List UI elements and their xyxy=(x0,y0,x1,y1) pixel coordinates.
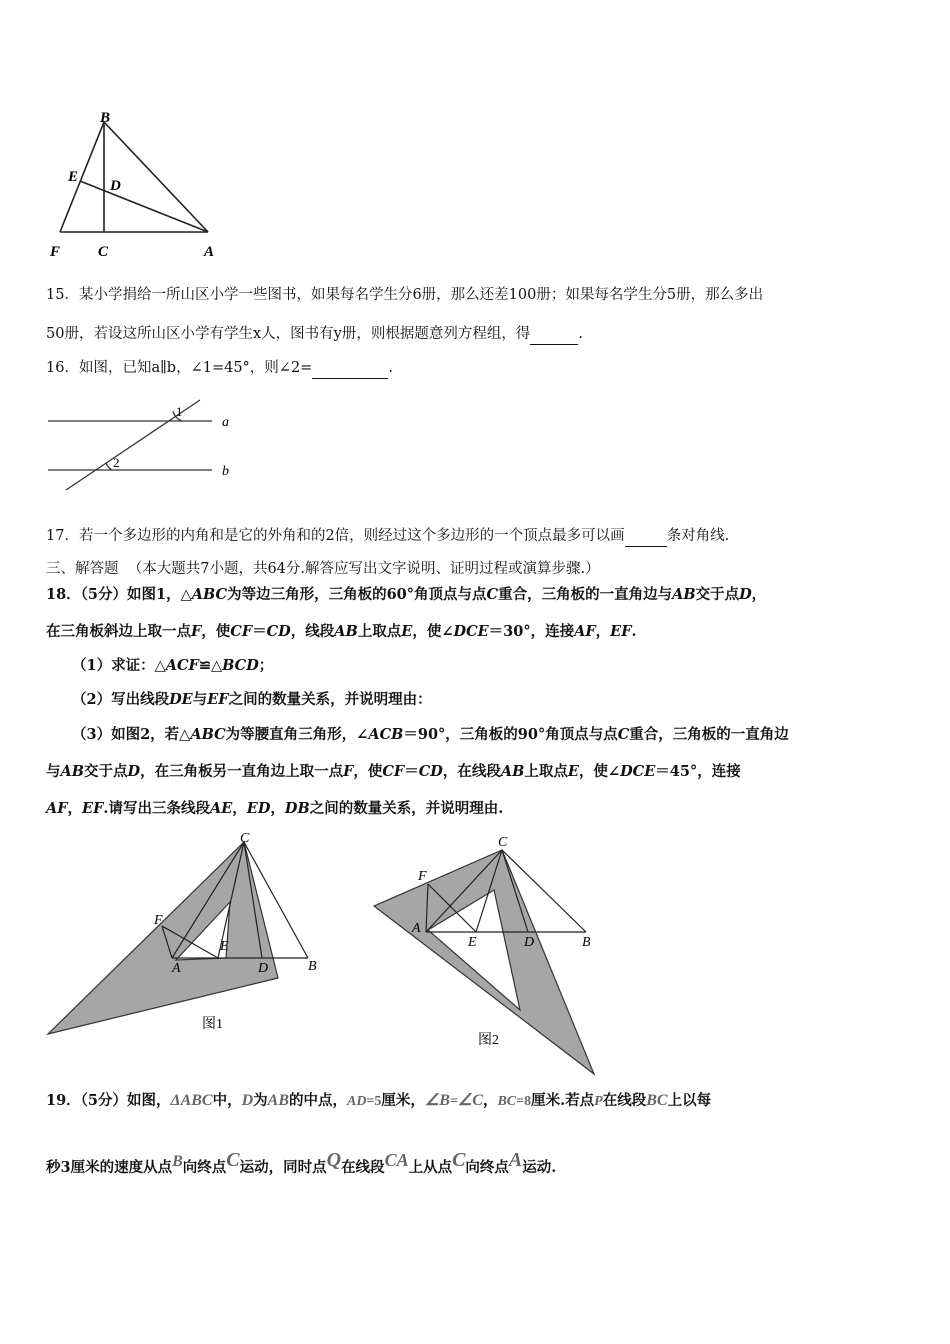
q18-text: ，在三角板另一直角边上取一点 xyxy=(140,763,344,780)
q18-text: ≌△ xyxy=(198,657,223,674)
q15-answer-blank[interactable] xyxy=(530,324,578,345)
q18-text: ， xyxy=(751,586,767,603)
q18-var: AB xyxy=(60,763,85,780)
q18-var: EF xyxy=(610,623,632,640)
q19-text: 运动. xyxy=(522,1159,557,1176)
q18-text: 交于点 xyxy=(695,586,740,603)
q18-var: E xyxy=(567,763,579,780)
q18-text: 为等边三角形，三角板的60°角顶点与点 xyxy=(227,586,487,603)
q18-var: F xyxy=(191,623,202,640)
q19-math: C xyxy=(452,1149,466,1171)
q18-text: ＝90°，三角板的90°角顶点与点 xyxy=(403,726,618,743)
q18-var: EF xyxy=(207,691,229,708)
q19-math: ΔABC xyxy=(170,1092,213,1109)
q18-var: EF xyxy=(82,800,104,817)
q18-var: C xyxy=(617,726,630,743)
q19-text: 在线段 xyxy=(341,1159,385,1176)
q16-answer-blank[interactable] xyxy=(312,358,388,379)
q18-var: AF xyxy=(574,623,596,640)
q19-text: 秒3厘米的速度从点 xyxy=(46,1159,173,1176)
q19-math: Q xyxy=(326,1149,342,1171)
q19-math: BC xyxy=(497,1094,517,1109)
q19-text: 的中点， xyxy=(288,1092,347,1109)
label-E: E xyxy=(68,169,79,185)
q18-var: CD xyxy=(266,623,291,640)
q19-text: ， xyxy=(482,1092,498,1109)
q19-text: 厘米.若点 xyxy=(531,1092,595,1109)
angle-2-label: 2 xyxy=(113,455,120,470)
q19-math: =5 xyxy=(366,1094,382,1109)
q17-line xyxy=(46,526,729,547)
q19-line2 xyxy=(46,1150,556,1178)
q18-text: ， xyxy=(595,623,611,640)
figure-1-equilateral xyxy=(40,830,350,1060)
fig2-label-D: D xyxy=(524,935,535,950)
q18-line1 xyxy=(46,585,766,605)
line-b-label: b xyxy=(222,464,229,479)
fig1-label-F: F xyxy=(154,913,163,928)
q19-math: = xyxy=(449,1094,458,1109)
q15-line1: 15．某小学捐给一所山区小学一些图书，如果每名学生分6册，那么还差100册；如果每名学生分5册，那么多出 xyxy=(46,287,764,303)
q19-math: AB xyxy=(267,1092,289,1109)
q18-var: ABC xyxy=(191,586,228,603)
q18-text: ， xyxy=(232,800,247,817)
q18-text: ，在线段 xyxy=(442,763,501,780)
q15-line2 xyxy=(46,324,583,345)
fig1-label-C: C xyxy=(240,831,250,846)
q16-text: 16．如图，已知a∥b，∠1=45°，则∠2= xyxy=(46,360,313,376)
q18-part1 xyxy=(72,656,273,676)
fig2-label-A: A xyxy=(412,921,421,936)
q18-var: DCE xyxy=(453,623,489,640)
q19-text: 向终点 xyxy=(182,1159,227,1176)
q18-var: ED xyxy=(246,800,271,817)
q17-answer-blank[interactable] xyxy=(625,526,667,547)
q19-text: 19．（5分）如图， xyxy=(46,1092,171,1109)
q18-var: ACB xyxy=(368,726,404,743)
line-a-label: a xyxy=(222,415,229,430)
q16-line xyxy=(46,358,393,379)
q18-line2 xyxy=(46,622,637,642)
q18-text: 之间的数量关系，并说明理由. xyxy=(309,800,504,817)
q19-math: AD xyxy=(346,1094,367,1109)
q18-var: AB xyxy=(334,623,358,640)
q18-var: DCE xyxy=(620,763,656,780)
q19-math: ∠B xyxy=(424,1092,450,1109)
q15-line2-text: 50册，若设这所山区小学有学生x人，图书有y册，则根据题意列方程组，得 xyxy=(46,326,531,342)
fig1-label-D: D xyxy=(258,961,269,976)
q18-text: ＝ xyxy=(252,623,267,640)
fig2-label-B: B xyxy=(582,935,591,950)
figure-parallel-lines-q16 xyxy=(40,395,250,500)
fig1-caption: 图1 xyxy=(202,1017,223,1032)
figure-triangle-q14 xyxy=(40,108,230,268)
q18-var: AF xyxy=(46,800,68,817)
q18-text: ＝30°，连接 xyxy=(488,623,575,640)
q18-text: 与 xyxy=(46,763,61,780)
q18-var: AB xyxy=(500,763,525,780)
q18-text: （3）如图2，若△ xyxy=(72,726,191,743)
q18-part2 xyxy=(72,690,432,710)
q18-text: 在三角板斜边上取一点 xyxy=(46,623,191,640)
q19-math: D xyxy=(241,1092,254,1109)
q19-math: C xyxy=(226,1149,240,1171)
q19-math: ∠C xyxy=(457,1092,483,1109)
fig2-label-F: F xyxy=(418,869,427,884)
q18-var: D xyxy=(127,763,141,780)
q17-end: 条对角线. xyxy=(666,528,730,544)
q16-end: . xyxy=(388,360,393,376)
section-3-note: （本大题共7小题，共64分.解答应写出文字说明、证明过程或演算步骤.） xyxy=(127,561,600,577)
fig2-caption: 图2 xyxy=(478,1033,499,1048)
fig1-label-B: B xyxy=(308,959,317,974)
q18-var: CD xyxy=(418,763,443,780)
q18-part3-line2 xyxy=(46,762,741,782)
q18-text: （2）写出线段 xyxy=(72,691,170,708)
q18-var: AE xyxy=(209,800,233,817)
q19-text: 在线段 xyxy=(602,1092,647,1109)
fig2-label-C: C xyxy=(498,835,508,850)
q19-text: 为 xyxy=(253,1092,268,1109)
q18-text: ； xyxy=(258,657,274,674)
angle-1-label: 1 xyxy=(176,404,183,419)
q19-text: 中， xyxy=(212,1092,242,1109)
q18-var: BCD xyxy=(222,657,259,674)
q19-math: P xyxy=(594,1094,603,1109)
q19-math: A xyxy=(508,1149,523,1171)
q18-text: ，使 xyxy=(353,763,383,780)
label-B: B xyxy=(100,110,111,126)
q18-var: AB xyxy=(672,586,696,603)
q18-var: F xyxy=(343,763,354,780)
q18-var: DB xyxy=(284,800,310,817)
q18-var: ACF xyxy=(165,657,199,674)
q19-text: 运动，同时点 xyxy=(239,1159,327,1176)
section-3-title: 三、解答题 xyxy=(46,561,119,577)
q18-text: ，使 xyxy=(201,623,231,640)
q18-text: ， xyxy=(270,800,285,817)
q18-text: 重合，三角板的一直角边 xyxy=(629,726,789,743)
q19-text: 厘米， xyxy=(381,1092,425,1109)
q19-math: CA xyxy=(384,1150,409,1170)
q19-text: 上以每 xyxy=(667,1092,712,1109)
q18-text: ，使∠ xyxy=(412,623,454,640)
label-C: C xyxy=(98,244,109,260)
q18-text: ＝45°，连接 xyxy=(655,763,741,780)
q18-text: 为等腰直角三角形，∠ xyxy=(225,726,369,743)
q19-text: 向终点 xyxy=(465,1159,509,1176)
q18-text: 交于点 xyxy=(84,763,128,780)
q18-text: （1）求证：△ xyxy=(72,657,166,674)
q18-var: CF xyxy=(230,623,253,640)
q18-text: ＝ xyxy=(404,763,419,780)
label-A: A xyxy=(204,244,215,260)
q18-text: 之间的数量关系，并说明理由： xyxy=(228,691,432,708)
q18-text: 18．（5分）如图1，△ xyxy=(46,586,192,603)
q17-text: 17．若一个多边形的内角和是它的外角和的2倍，则经过这个多边形的一个顶点最多可以画 xyxy=(46,528,625,544)
q18-text: ，线段 xyxy=(290,623,335,640)
q18-part3-line3 xyxy=(46,799,503,819)
q18-text: ， xyxy=(67,800,83,817)
q18-text: .请写出三条线段 xyxy=(103,800,210,817)
q18-text: ，使∠ xyxy=(578,763,621,780)
q18-text: 上取点 xyxy=(357,623,402,640)
fig1-label-E: E xyxy=(220,939,229,954)
label-D: D xyxy=(110,178,121,194)
fig1-label-A: A xyxy=(172,961,181,976)
q18-var: CF xyxy=(382,763,405,780)
q18-text: 重合，三角板的一直角边与 xyxy=(498,586,673,603)
q19-line1 xyxy=(46,1091,711,1112)
q18-var: ABC xyxy=(190,726,226,743)
q18-part3-line1 xyxy=(72,725,789,745)
fig2-label-E: E xyxy=(468,935,477,950)
q18-text: . xyxy=(631,623,637,640)
q15-end: . xyxy=(578,326,583,342)
q18-var: D xyxy=(739,586,752,603)
q18-text: 上取点 xyxy=(524,763,568,780)
q19-math: =8 xyxy=(516,1094,532,1109)
figure-2-right-isosceles xyxy=(368,828,608,1078)
label-F: F xyxy=(50,244,61,260)
q19-math: BC xyxy=(646,1092,668,1109)
q18-var: E xyxy=(401,623,413,640)
section-3-heading xyxy=(46,559,600,579)
q19-math: B xyxy=(172,1153,183,1170)
q18-text: 与 xyxy=(192,691,208,708)
q18-var: C xyxy=(486,586,499,603)
q19-text: 上从点 xyxy=(408,1159,453,1176)
q18-var: DE xyxy=(169,691,193,708)
